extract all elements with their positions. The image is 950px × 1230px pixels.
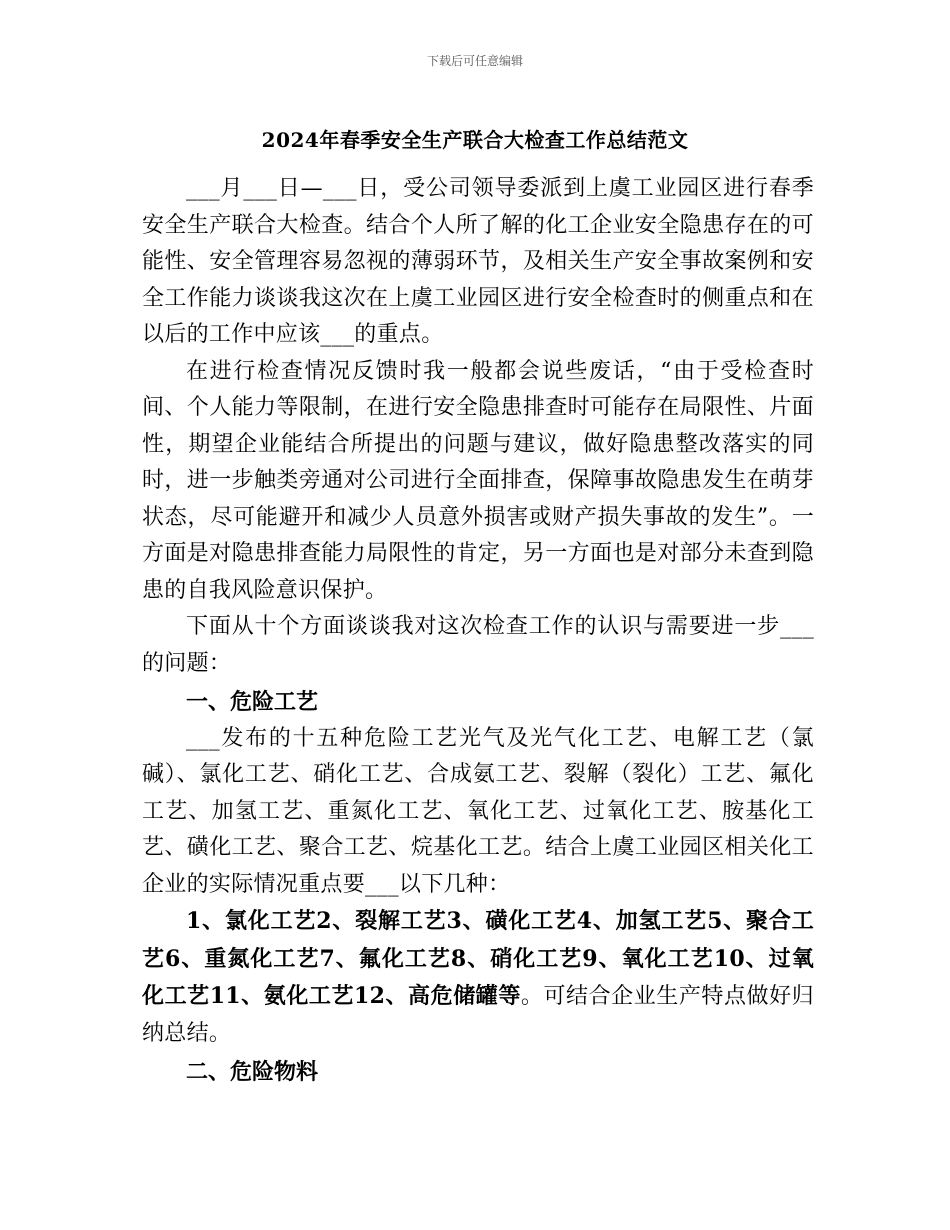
- paragraph-key-processes: [142, 903, 814, 1052]
- paragraph-process-list: ___发布的十五种危险工艺光气及光气化工艺、电解工艺（氯碱）、氯化工艺、硝化工艺、合成氨工艺、裂解（裂化）工艺、氟化工艺、加氢工艺、重氮化工艺、氧化工艺、过氧化工艺、胺基化工艺、磺化工艺、聚合工艺、烷基化工艺。结合上虞工业园区相关化工企业的实际情况重点要___以下几种：: [142, 725, 814, 897]
- key-processes-list: 1、氯化工艺2、裂解工艺3、磺化工艺4、加氢工艺5、聚合工艺6、重氮化工艺7、氟化工艺8、硝化工艺9、氧化工艺10、过氧化工艺11、氨化工艺12、高危储罐等: [142, 908, 814, 1009]
- paragraph-overview: 下面从十个方面谈谈我对这次检查工作的认识与需要进一步___的问题：: [142, 614, 814, 676]
- paragraph-feedback: 在进行检查情况反馈时我一般都会说些废话，“由于受检查时间、个人能力等限制，在进行安全隐患排查时可能存在局限性、片面性，期望企业能结合所提出的问题与建议，做好隐患整改落实的同时，进一步触类旁通对公司进行全面排查，保障事故隐患发生在萌芽状态，尽可能避开和减少人员意外损害或财产损失事故的发生”。一方面是对隐患排查能力局限性的肯定，另一方面也是对部分未查到隐患的自我风险意识保护。: [142, 358, 814, 603]
- key-processes-note: 。可结合企业生产特点做好归纳总结。: [142, 984, 814, 1046]
- document-body: [142, 171, 814, 1091]
- paragraph-intro: ___月___日—___日，受公司领导委派到上虞工业园区进行春季安全生产联合大检查。结合个人所了解的化工企业安全隐患存在的可能性、安全管理容易忽视的薄弱环节，及相关生产安全事故案例和安全工作能力谈谈我这次在上虞工业园区进行安全检查时的侧重点和在以后的工作中应该___的重点。: [142, 176, 814, 347]
- header-note: 下载后可任意编辑: [426, 54, 523, 68]
- document-title: 2024年春季安全生产联合大检查工作总结范文: [261, 128, 689, 152]
- section-heading-hazardous-processes: 一、危险工艺: [186, 689, 319, 715]
- section-heading-hazardous-materials: 二、危险物料: [186, 1059, 319, 1085]
